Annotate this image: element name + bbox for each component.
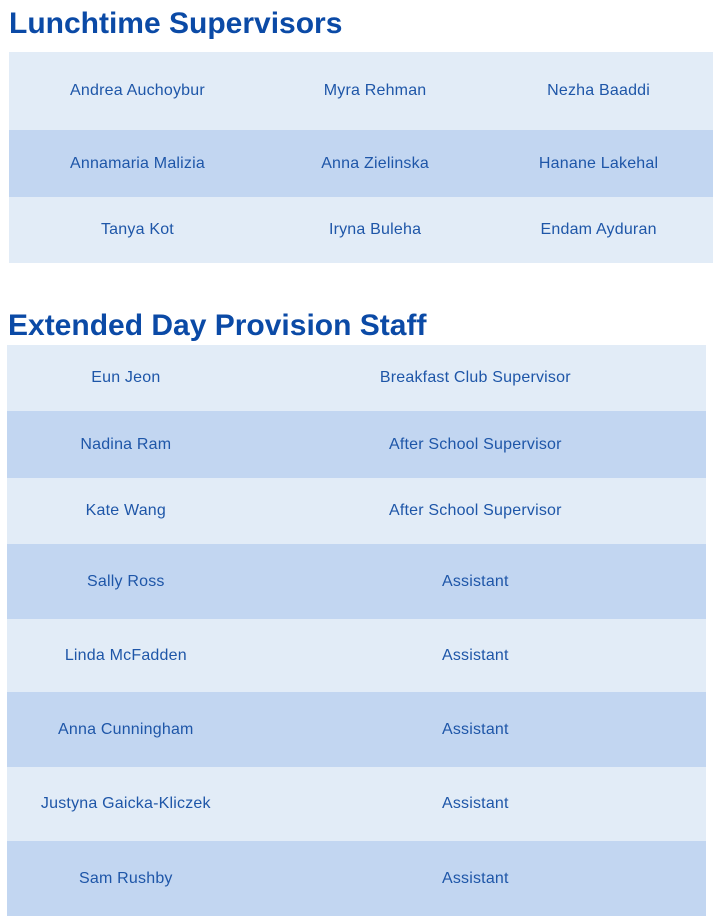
staff-role-cell: Assistant bbox=[441, 720, 509, 738]
lunchtime-supervisors-table bbox=[9, 52, 713, 263]
staff-name-cell: Iryna Buleha bbox=[328, 221, 422, 238]
staff-role-cell: Assistant bbox=[441, 869, 509, 887]
staff-name-cell: Annamaria Malizia bbox=[69, 154, 205, 172]
staff-name-cell: Myra Rehman bbox=[323, 82, 427, 99]
staff-role-cell: Assistant bbox=[441, 646, 509, 664]
table-row bbox=[7, 841, 706, 916]
staff-name-cell: Justyna Gaicka-Kliczek bbox=[40, 795, 211, 812]
staff-name-cell: Sally Ross bbox=[87, 572, 165, 590]
staff-name-cell: Eun Jeon bbox=[91, 369, 161, 386]
staff-role-cell: Breakfast Club Supervisor bbox=[379, 369, 571, 386]
lunchtime-supervisors-heading: Lunchtime Supervisors bbox=[9, 7, 343, 40]
staff-name-cell: Sam Rushby bbox=[79, 869, 173, 887]
table-row bbox=[7, 692, 706, 767]
staff-name-cell: Andrea Auchoybur bbox=[70, 82, 205, 99]
table-row bbox=[7, 544, 706, 619]
staff-name-cell: Nezha Baaddi bbox=[547, 82, 651, 99]
table-row bbox=[7, 767, 706, 841]
table-row bbox=[7, 619, 706, 692]
staff-name-cell: Endam Ayduran bbox=[540, 221, 657, 238]
table-row bbox=[9, 52, 713, 130]
table-row bbox=[9, 130, 713, 197]
staff-role-cell: Assistant bbox=[441, 795, 509, 812]
staff-name-cell: Kate Wang bbox=[85, 502, 167, 519]
staff-name-cell: Nadina Ram bbox=[80, 435, 172, 453]
table-row bbox=[9, 197, 713, 263]
table-row bbox=[7, 345, 706, 411]
staff-name-cell: Anna Zielinska bbox=[321, 154, 429, 172]
staff-role-cell: Assistant bbox=[441, 572, 509, 590]
staff-name-cell: Hanane Lakehal bbox=[538, 154, 659, 172]
table-row bbox=[7, 478, 706, 544]
staff-role-cell: After School Supervisor bbox=[388, 435, 562, 453]
staff-name-cell: Anna Cunningham bbox=[58, 720, 194, 738]
table-row bbox=[7, 411, 706, 478]
extended-day-staff-heading: Extended Day Provision Staff bbox=[8, 309, 427, 342]
staff-name-cell: Tanya Kot bbox=[100, 221, 174, 238]
staff-role-cell: After School Supervisor bbox=[388, 502, 562, 519]
staff-name-cell: Linda McFadden bbox=[64, 646, 187, 664]
extended-day-staff-table bbox=[7, 345, 706, 916]
